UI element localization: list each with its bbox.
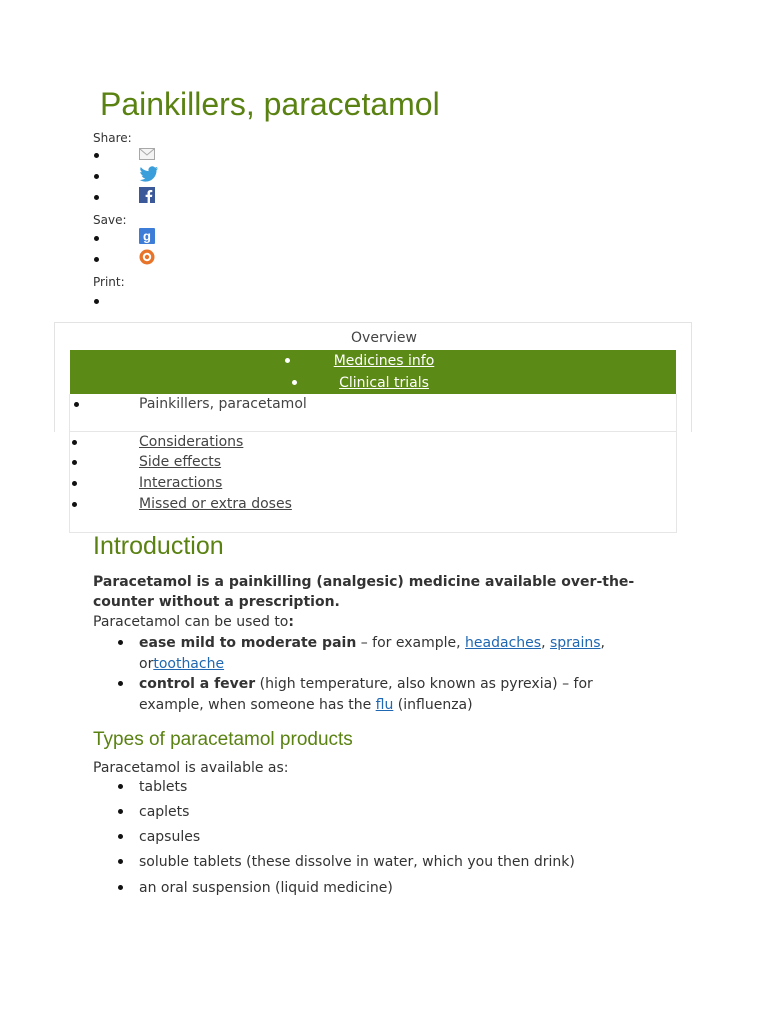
intro-lead: Paracetamol is a painkilling (analgesic) medicine available over-the-counter without a prescription. — [93, 574, 635, 610]
print-label: Print: — [93, 275, 125, 289]
list-bullet — [94, 299, 99, 304]
list-bullet — [72, 460, 77, 465]
twitter-icon[interactable] — [139, 166, 155, 182]
list-bullet — [72, 481, 77, 486]
nav-link-clinical-trials[interactable]: Clinical trials — [339, 375, 429, 391]
list-bullet — [118, 784, 123, 789]
list-item: soluble tablets (these dissolve in water, which you then drink) — [139, 854, 575, 870]
list-bullet — [72, 502, 77, 507]
list-bullet — [118, 640, 123, 645]
share-label: Share: — [93, 131, 132, 145]
list-bullet — [118, 809, 123, 814]
list-item: an oral suspension (liquid medicine) — [139, 880, 393, 896]
save-label: Save: — [93, 213, 127, 227]
list-bullet — [94, 257, 99, 262]
uses-intro: Paracetamol can be used to: — [93, 614, 294, 630]
types-intro: Paracetamol is available as: — [93, 760, 289, 776]
link-sprains[interactable]: sprains — [549, 635, 601, 651]
subnav-link-considerations[interactable]: Considerations — [139, 434, 244, 450]
list-bullet — [94, 195, 99, 200]
bookmark-icon[interactable] — [139, 249, 155, 265]
page-title: Painkillers, paracetamol — [100, 86, 440, 122]
types-heading: Types of paracetamol products — [93, 729, 353, 750]
list-bullet — [118, 885, 123, 890]
list-item: capsules — [139, 829, 201, 845]
email-icon[interactable] — [139, 146, 155, 162]
link-headaches[interactable]: headaches — [465, 635, 542, 651]
list-item: tablets — [139, 779, 188, 795]
introduction-heading: Introduction — [93, 532, 224, 560]
subnav-divider — [69, 431, 677, 432]
list-bullet — [94, 174, 99, 179]
google-plus-icon[interactable] — [139, 228, 155, 244]
nav-current-page: Painkillers, paracetamol — [139, 396, 307, 412]
list-item-fever: control a fever (high temperature, also known as pyrexia) – for example, when someone has the flu (influenza) — [139, 676, 593, 713]
svg-text:g: g — [143, 228, 151, 244]
list-item: caplets — [139, 804, 190, 820]
nav-overview: Overview — [351, 330, 417, 346]
list-bullet — [74, 402, 79, 407]
list-bullet — [72, 440, 77, 445]
list-bullet — [118, 859, 123, 864]
list-bullet — [94, 153, 99, 158]
list-item-pain: ease mild to moderate pain – for example, headaches, sprains, ortoothache — [139, 635, 605, 672]
list-bullet — [118, 834, 123, 839]
list-bullet — [94, 236, 99, 241]
subnav-link-interactions[interactable]: Interactions — [139, 475, 223, 491]
subnav-link-missed-doses[interactable]: Missed or extra doses — [139, 496, 292, 512]
facebook-icon[interactable] — [139, 187, 155, 203]
link-toothache[interactable]: toothache — [153, 655, 225, 672]
nav-link-medicines-info[interactable]: Medicines info — [333, 353, 435, 369]
subnav-link-side-effects[interactable]: Side effects — [139, 454, 222, 470]
list-bullet — [118, 681, 123, 686]
link-flu[interactable]: flu — [375, 696, 394, 713]
